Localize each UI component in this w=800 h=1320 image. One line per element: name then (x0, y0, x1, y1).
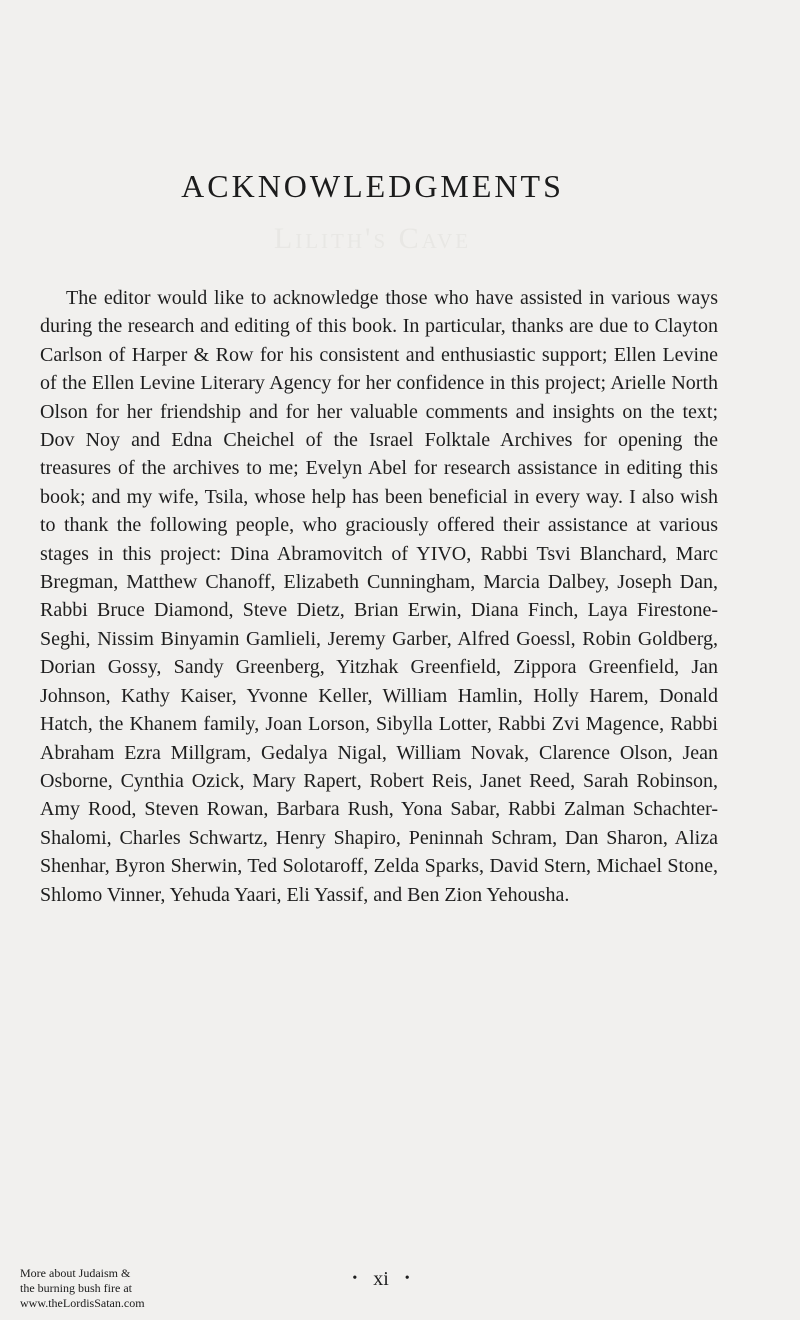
footer-note-line-2: the burning bush fire at (20, 1281, 132, 1295)
page-number: xi (373, 1268, 389, 1290)
page-heading: ACKNOWLEDGMENTS (181, 168, 564, 204)
folio-bullet-left: • (352, 1271, 358, 1286)
footer-note-line-1: More about Judaism & (20, 1266, 131, 1280)
footer-watermark-note (20, 1266, 180, 1311)
folio-bullet-right: • (404, 1271, 410, 1286)
acknowledgments-paragraph: The editor would like to acknowledge those who have assisted in various ways during the research and editing of this book. In particular, thanks are due to Clayton Carlson of Harper & Row for his consistent and enthusiastic support; Ellen Levine of the Ellen Levine Literary Agency for her confidence in this project; Arielle North Olson for her friendship and for her valuable comments and insights on the text; Dov Noy and Edna Cheichel of the Israel Folktale Archives for opening the treasures of the archives to me; Evelyn Abel for research assistance in editing this book; and my wife, Tsila, whose help has been beneficial in every way. I also wish to thank the following people, who graciously offered their assistance at various stages in this project: Dina Abramovitch of YIVO, Rabbi Tsvi Blanchard, Marc Bregman, Matthew Chanoff, Elizabeth Cunningham, Marcia Dalbey, Joseph Dan, Rabbi Bruce Diamond, Steve Dietz, Brian Erwin, Diana Finch, Laya Firestone-Seghi, Nissim Binyamin Gamlieli, Jeremy Garber, Alfred Goessl, Robin Goldberg, Dorian Gossy, Sandy Greenberg, Yitzhak Greenfield, Zippora Greenfield, Jan Johnson, Kathy Kaiser, Yvonne Keller, William Hamlin, Holly Harem, Donald Hatch, the Khanem family, Joan Lorson, Sibylla Lotter, Rabbi Zvi Magence, Rabbi Abraham Ezra Millgram, Gedalya Nigal, William Novak, Clarence Olson, Jean Osborne, Cynthia Ozick, Mary Rapert, Robert Reis, Janet Reed, Sarah Robinson, Amy Rood, Steven Rowan, Barbara Rush, Yona Sabar, Rabbi Zalman Schachter-Shalomi, Charles Schwartz, Henry Shapiro, Peninnah Schram, Dan Sharon, Aliza Shenhar, Byron Sherwin, Ted Solotaroff, Zelda Sparks, David Stern, Michael Stone, Shlomo Vinner, Yehuda Yaari, Eli Yassif, and Ben Zion Yehousha. (40, 287, 718, 906)
footer-note-link[interactable]: www.theLordisSatan.com (20, 1296, 145, 1310)
show-through-title: Lilith's Cave (273, 222, 472, 255)
